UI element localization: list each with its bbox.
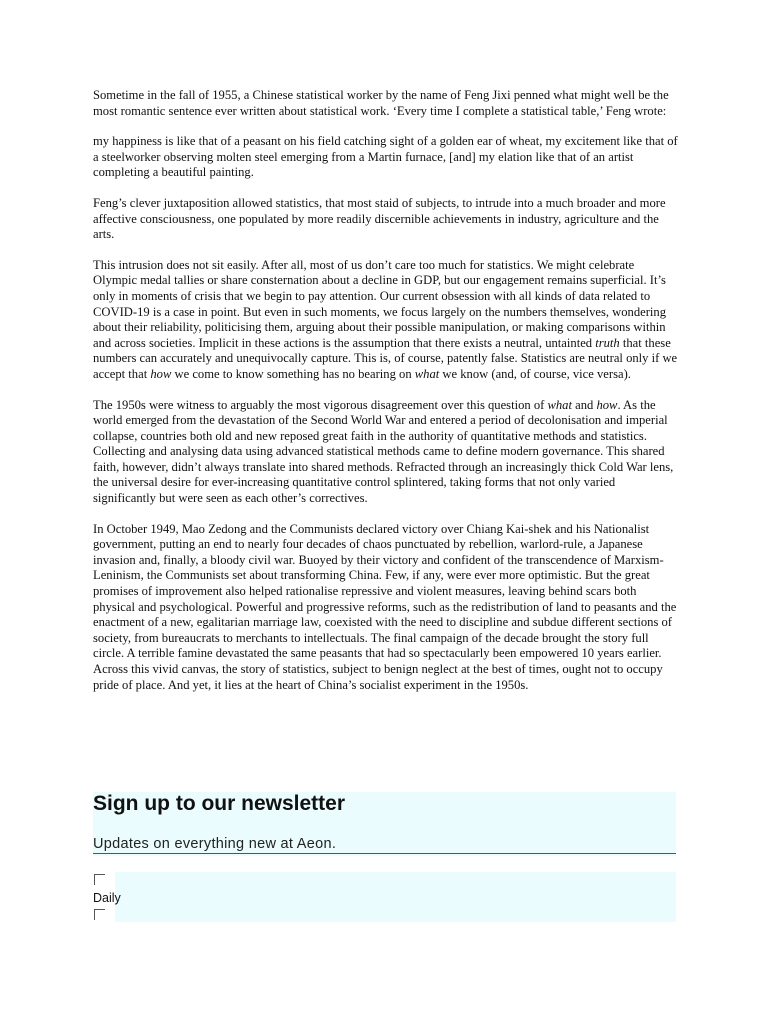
article-body [93,88,678,708]
newsletter-frequency-options [93,872,676,922]
emphasis-truth: truth [595,335,620,350]
paragraph-3 [93,258,678,383]
newsletter-signup [93,792,676,856]
paragraph-1: Sometime in the fall of 1955, a Chinese statistical worker by the name of Feng Jixi penned what might well be the most romantic sentence ever written about statistical work. ‘Every time I complete a statistical table,’ Feng wrote: [93,88,669,118]
paragraph-3-part-b: that these numbers can accurately and unequivocally capture. This is, of course, patently false. Statistics are neutral only if we accept that [93,335,678,381]
emphasis-how: how [150,366,172,381]
daily-checkbox[interactable] [94,874,105,885]
paragraph-3-part-c: we come to know something has no bearing on [171,366,415,381]
paragraph-3-part-a: This intrusion does not sit easily. After all, most of us don’t care too much for statistics. We might celebrate Olympic medal tallies or share consternation about a decline in GDP, but our engagement remains superficial. It’s only in moments of crisis that we begin to pay attention. Our current obsession with all kinds of data related to COVID-19 is a case in point. But even in such moments, we focus largely on the numbers themselves, wondering about their reliability, politicising them, arguing about their possible manipulation, or making comparisons within and across societies. Implicit in these actions is the assumption that there exists a neutral, untainted [93,257,667,350]
paragraph-3-part-d: we know (and, of course, vice versa). [439,366,631,381]
paragraph-4-part-a: The 1950s were witness to arguably the most vigorous disagreement over this question of [93,397,548,412]
options-panel [115,872,676,922]
paragraph-4 [93,398,678,507]
paragraph-5: In October 1949, Mao Zedong and the Communists declared victory over Chiang Kai-shek and his Nationalist government, putting an end to nearly four decades of chaos punctuated by rebellion, warlord-rule, a Japanese invasion and, finally, a bloody civil war. Buoyed by their victory and confident of the transcendence of Marxism-Leninism, the Communists set about transforming China. Few, if any, were ever more optimistic. But the great promises of improvement also helped rationalise repressive and violent measures, leaving behind scars both physical and psychological. Powerful and progressive reforms, such as the redistribution of land to peasants and the enactment of a new, egalitarian marriage law, coexisted with the need to discipline and subdue different sections of society, from bureaucrats to merchants to intellectuals. The final campaign of the decade brought the story full circle. A terrible famine devastated the same peasants that had so spectacularly been empowered 10 years earlier. Across this vivid canvas, the story of statistics, subject to benign neglect at the best of times, ought not to occupy pride of place. And yet, it lies at the heart of China’s socialist experiment in the 1950s. [93,521,677,692]
quoted-passage: my happiness is like that of a peasant on his field catching sight of a golden ear of wheat, my excitement like that of a steelworker observing molten steel emerging from a Martin furnace, [and] my elation like that of an artist completing a beautiful painting. [93,134,678,180]
weekly-checkbox[interactable] [94,909,105,920]
paragraph-4-and: and [571,397,597,412]
newsletter-title: Sign up to our newsletter [93,792,346,815]
daily-option-label: Daily [93,891,121,905]
paragraph-4-part-b: . As the world emerged from the devastation of the Second World War and entered a period of decolonisation and imperial collapse, countries both old and new reposed great faith in the authority of quantitative methods and statistics. Collecting and analysing data using advanced statistical methods came to define modern governance. This shared faith, however, didn’t always translate into shared methods. Refracted through an increasingly thick Cold War lens, the universal desire for ever-increasing quantitative control splintered, taking forms that not only varied significantly but were seen as each other’s correctives. [93,397,674,506]
newsletter-subtitle: Updates on everything new at Aeon. [93,836,337,852]
newsletter-divider [93,853,676,854]
emphasis-what: what [414,366,440,381]
emphasis-what: what [547,397,572,412]
emphasis-how: how [596,397,618,412]
paragraph-2: Feng’s clever juxtaposition allowed statistics, that most staid of subjects, to intrude into a much broader and more affective consciousness, one populated by more readily discernible achievements in industry, agriculture and the arts. [93,195,666,242]
